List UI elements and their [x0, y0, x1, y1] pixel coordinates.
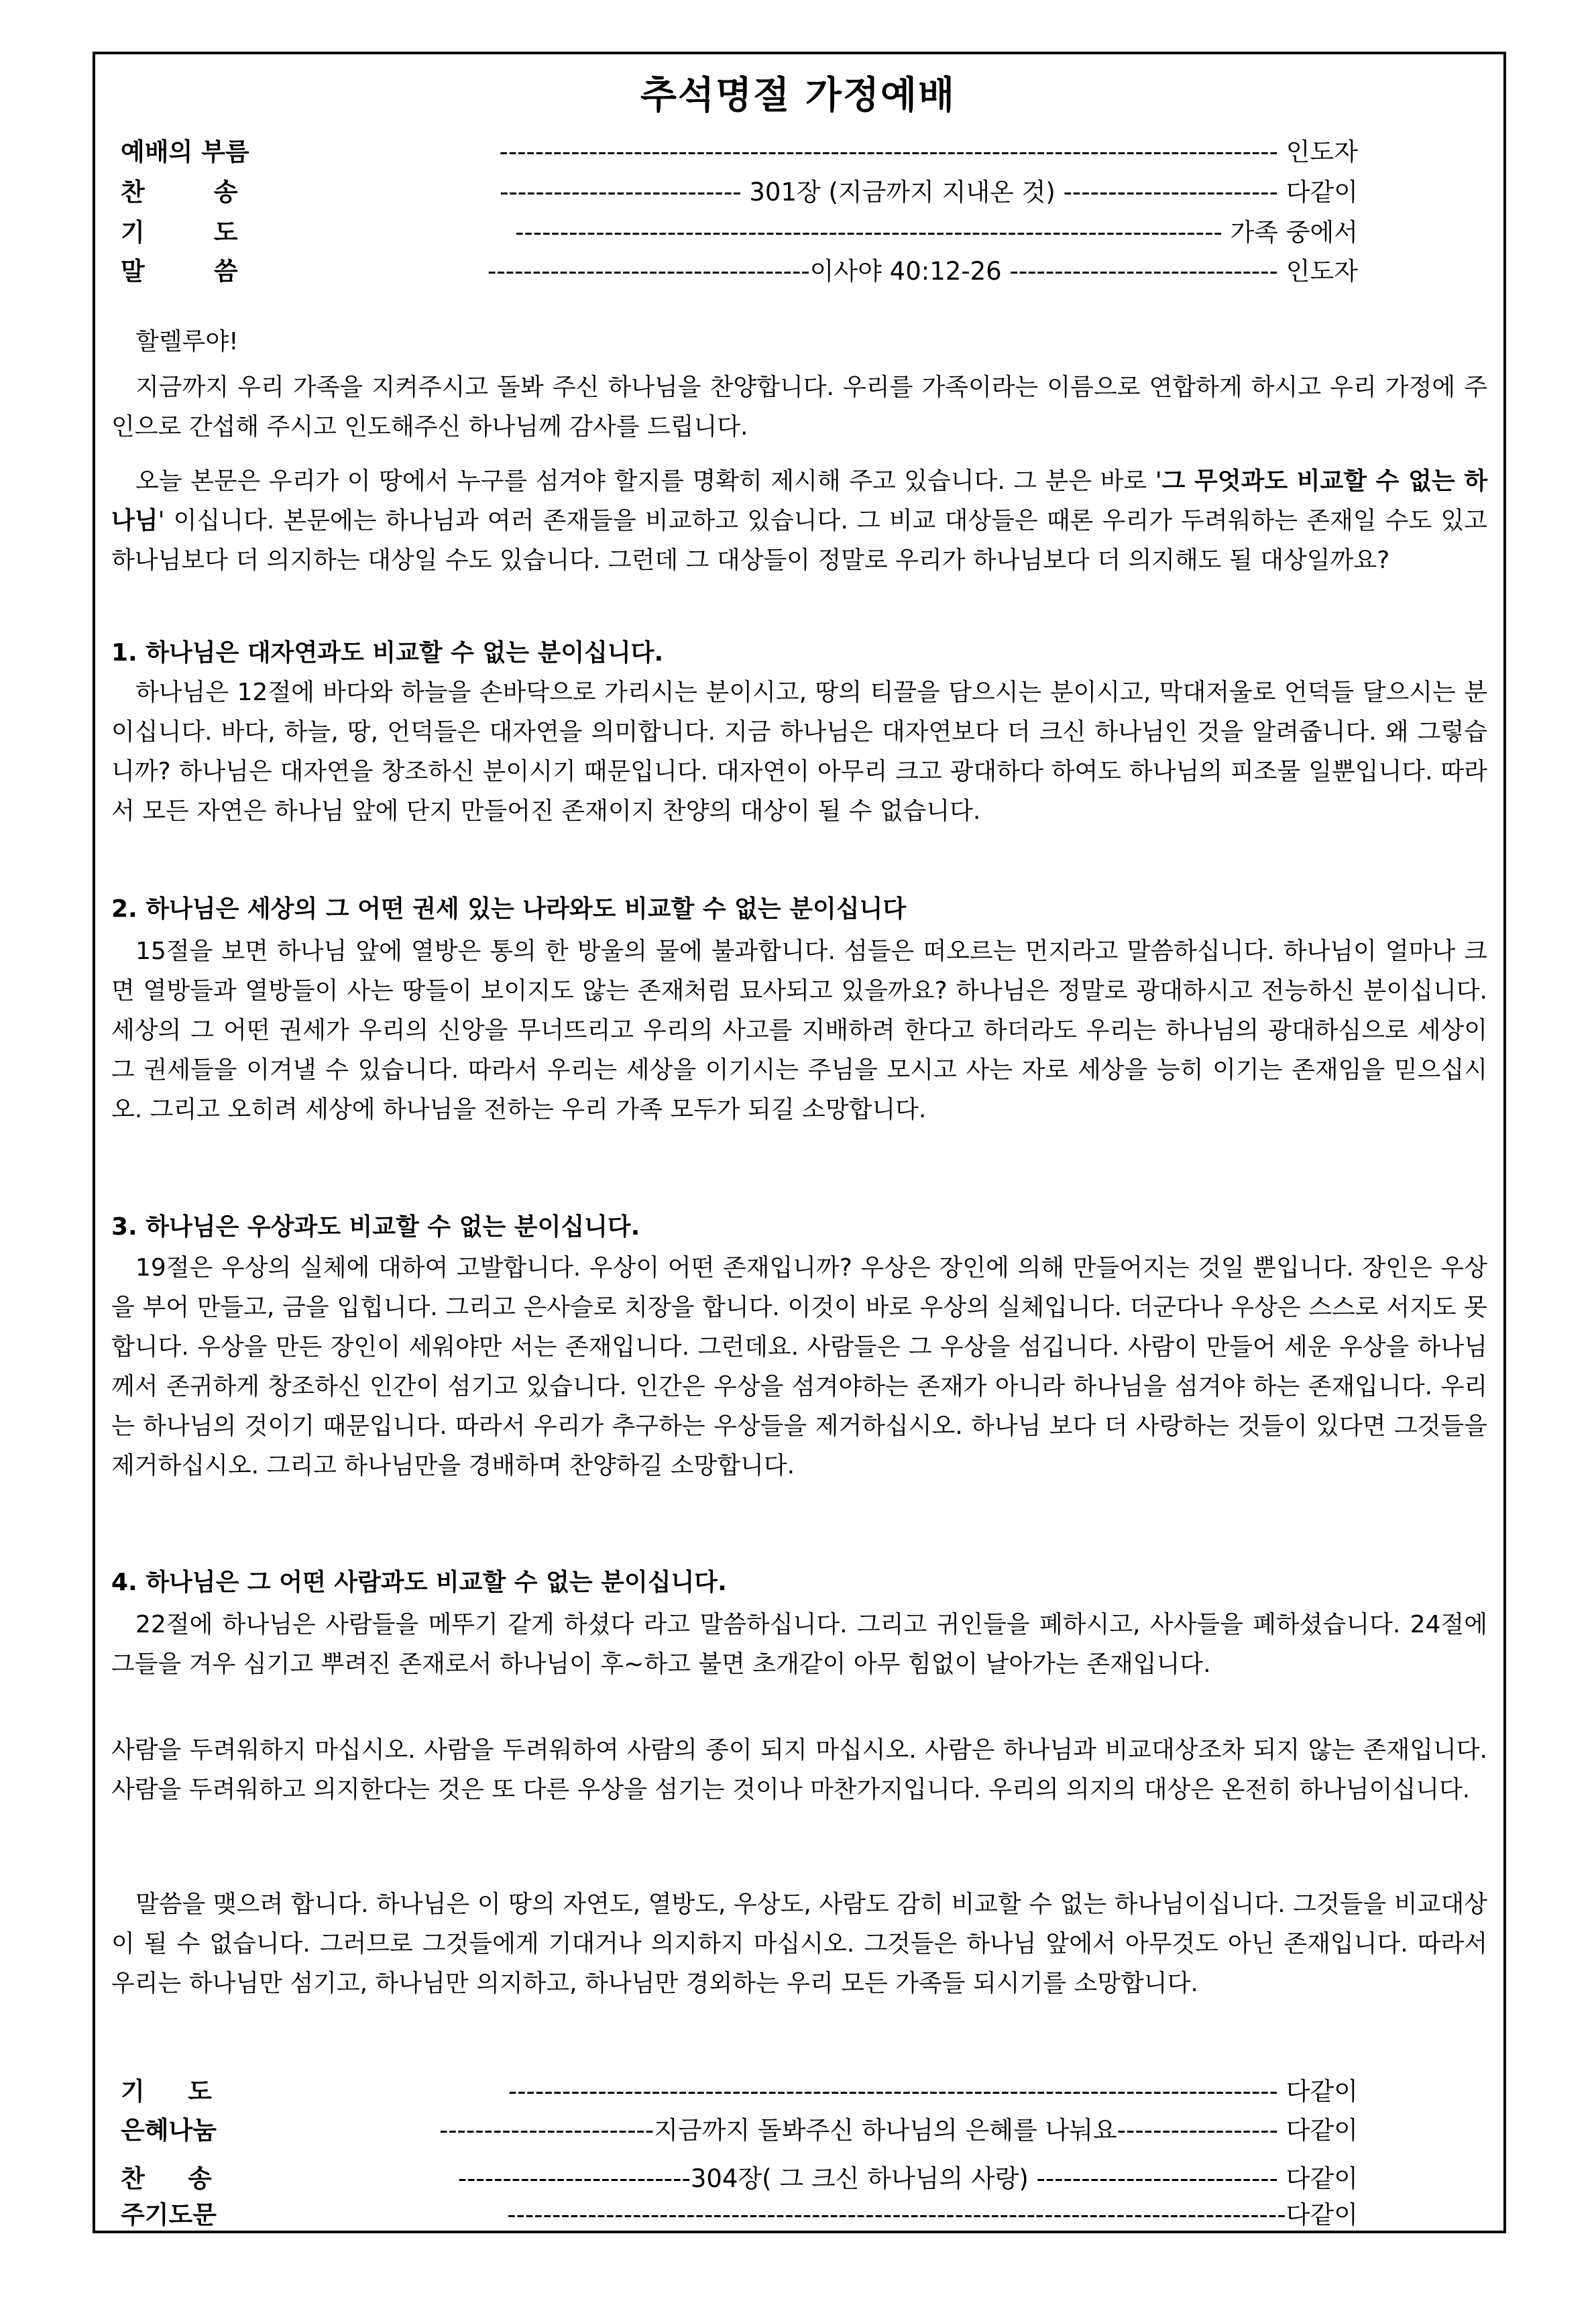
section-paragraph-4b: 사람을 두려워하지 마십시오. 사람을 두려워하여 사람의 종이 되지 마십시오. 사람은 하나님과 비교대상조차 되지 않는 존재입니다. 사람을 두려워하고 의지한다는 것은 또 다른 우상을 섬기는 것이나 마찬가지입니다. 우리의 의지의 대상은 온전히 하나님이십니다.: [111, 1736, 1487, 1803]
order-item-lords-prayer: [121, 2194, 1358, 2233]
order-content: --------------------------------------------------------------------------------------- 인도자: [499, 137, 1358, 166]
section-paragraph-3: 19절은 우상의 실체에 대하여 고발합니다. 우상이 어떤 존재입니까? 우상은 장인에 의해 만들어지는 것일 뿐입니다. 장인은 우상을 부어 만들고, 금을 입힙니다. 그리고 은사슬로 치장을 합니다. 이것이 바로 우상의 실체입니다. 더군다나 우상은 스스로 서지도 못합니다. 우상을 만든 장인이 세워야만 서는 존재입니다. 그런데요. 사람들은 그 우상을 섬깁니다. 사람이 만들어 세운 우상을 하나님께서 존귀하게 창조하신 인간이 섬기고 있습니다. 인간은 우상을 섬겨야하는 존재가 아니라 하나님을 섬겨야 하는 존재입니다. 우리는 하나님의 것이기 때문입니다. 따라서 우리가 추구하는 우상들을 제거하십시오. 하나님 보다 더 사랑하는 것들이 있다면 그것들을 제거하십시오. 그리고 하나님만을 경배하며 찬양하길 소망합니다.: [111, 1254, 1487, 1479]
theme-paragraph: [111, 461, 1487, 580]
section-paragraph-1: 하나님은 12절에 바다와 하늘을 손바닥으로 가리시는 분이시고, 땅의 티끌을 담으시는 분이시고, 막대저울로 언덕들 달으시는 분이십니다. 바다, 하늘, 땅, 언덕들은 대자연을 의미합니다. 지금 하나님은 대자연보다 더 크신 하나님인 것을 알려줍니다. 왜 그렇습니까? 하나님은 대자연을 창조하신 분이시기 때문입니다. 대자연이 아무리 크고 광대하다 하여도 하나님의 피조물 일뿐입니다. 따라서 모든 자연은 하나님 앞에 단지 만들어진 존재이지 찬양의 대상이 될 수 없습니다.: [111, 679, 1487, 825]
order-content: ---------------------------------------------------------------------------------------다같이: [507, 2200, 1358, 2229]
section-paragraph-2: 15절을 보면 하나님 앞에 열방은 통의 한 방울의 물에 불과합니다. 섬들은 떠오르는 먼지라고 말씀하십니다. 하나님이 얼마나 크면 열방들과 열방들이 사는 땅들이 보이지도 않는 존재처럼 묘사되고 있을까요? 하나님은 정말로 광대하시고 전능하신 분이십니다. 세상의 그 어떤 권세가 우리의 신앙을 무너뜨리고 우리의 사고를 지배하려 한다고 하더라도 우리는 하나님의 광대하심으로 세상이 그 권세들을 이겨낼 수 있습니다. 따라서 우리는 세상을 이기시는 주님을 모시고 사는 자로 세상을 능히 이기는 존재임을 믿으십시오. 그리고 오히려 세상에 하나님을 전하는 우리 가족 모두가 되길 소망합니다.: [111, 938, 1487, 1123]
theme-text: 오늘 본문은 우리가 이 땅에서 누구를 섬겨야 할지를 명확히 제시해 주고 있습니다. 그 분은 바로 ': [135, 467, 1162, 495]
section-heading-4: 4. 하나님은 그 어떤 사람과도 비교할 수 없는 분이십니다.: [111, 1569, 727, 1596]
order-content: --------------------------304장( 그 크신 하나님의 사랑) --------------------------- 다같이: [457, 2164, 1358, 2193]
order-content: ------------------------------------이사야 40:12-26 ------------------------------ 인도자: [488, 257, 1358, 286]
order-label: 기 도: [121, 2077, 212, 2106]
greeting: 할렐루야!: [135, 328, 239, 355]
order-item-closing-hymn: [121, 2158, 1358, 2197]
order-content: -------------------------------------------------------------------------------------- 다같이: [508, 2077, 1358, 2106]
order-label: 찬 송: [121, 2164, 212, 2193]
order-item-prayer: [121, 212, 1358, 251]
section-heading-2: 2. 하나님은 세상의 그 어떤 권세 있는 나라와도 비교할 수 없는 분이십니다: [111, 895, 907, 923]
order-item-sharing: [121, 2110, 1358, 2149]
theme-emphasis: 그 무엇과도 비교할 수 없는 하나님: [111, 467, 1488, 535]
order-item-sermon: [121, 251, 1358, 290]
order-item-hymn: [121, 172, 1358, 211]
intro-paragraph: 지금까지 우리 가족을 지켜주시고 돌봐 주신 하나님을 찬양합니다. 우리를 가족이라는 이름으로 연합하게 하시고 우리 가정에 주인으로 간섭해 주시고 인도해주신 하나님께 감사를 드립니다.: [111, 374, 1487, 441]
order-label: 기 도: [121, 218, 238, 247]
order-label: 주기도문: [121, 2200, 217, 2229]
order-item-call-to-worship: [121, 131, 1358, 170]
order-item-closing-prayer: [121, 2071, 1358, 2110]
order-label: 말 씀: [121, 257, 238, 286]
order-label: 은혜나눔: [121, 2116, 217, 2145]
order-content: ------------------------------------------------------------------------------- 가족 중에서: [515, 218, 1358, 247]
section-heading-1: 1. 하나님은 대자연과도 비교할 수 없는 분이십니다.: [111, 639, 664, 667]
page-title: 추석명절 가정예배: [640, 74, 956, 117]
order-content: ------------------------지금까지 돌봐주신 하나님의 은혜를 나눠요------------------ 다같이: [439, 2116, 1358, 2145]
conclusion-paragraph: 말씀을 맺으려 합니다. 하나님은 이 땅의 자연도, 열방도, 우상도, 사람도 감히 비교할 수 없는 하나님이십니다. 그것들을 비교대상이 될 수 없습니다. 그러므로 그것들에게 기대거나 의지하지 마십시오. 그것들은 하나님 앞에서 아무것도 아닌 존재입니다. 따라서 우리는 하나님만 섬기고, 하나님만 의지하고, 하나님만 경외하는 우리 모든 가족들 되시기를 소망합니다.: [111, 1891, 1487, 1997]
order-content: --------------------------- 301장 (지금까지 지내온 것) ------------------------ 다같이: [500, 178, 1358, 207]
section-paragraph-4a: 22절에 하나님은 사람들을 메뚜기 같게 하셨다 라고 말씀하십니다. 그리고 귀인들을 폐하시고, 사사들을 폐하셨습니다. 24절에 그들을 겨우 심기고 뿌려진 존재로서 하나님이 후~하고 불면 초개같이 아무 힘없이 날아가는 존재입니다.: [111, 1611, 1487, 1678]
order-label: 찬 송: [121, 178, 238, 207]
order-label: 예배의 부름: [121, 137, 249, 166]
theme-text: ' 이십니다. 본문에는 하나님과 여러 존재들을 비교하고 있습니다. 그 비교 대상들은 때론 우리가 두려워하는 존재일 수도 있고 하나님보다 더 의지하는 대상일 수도 있습니다. 그런데 그 대상들이 정말로 우리가 하나님보다 더 의지해도 될 대상일까요?: [111, 507, 1487, 574]
section-heading-3: 3. 하나님은 우상과도 비교할 수 없는 분이십니다.: [111, 1213, 640, 1241]
